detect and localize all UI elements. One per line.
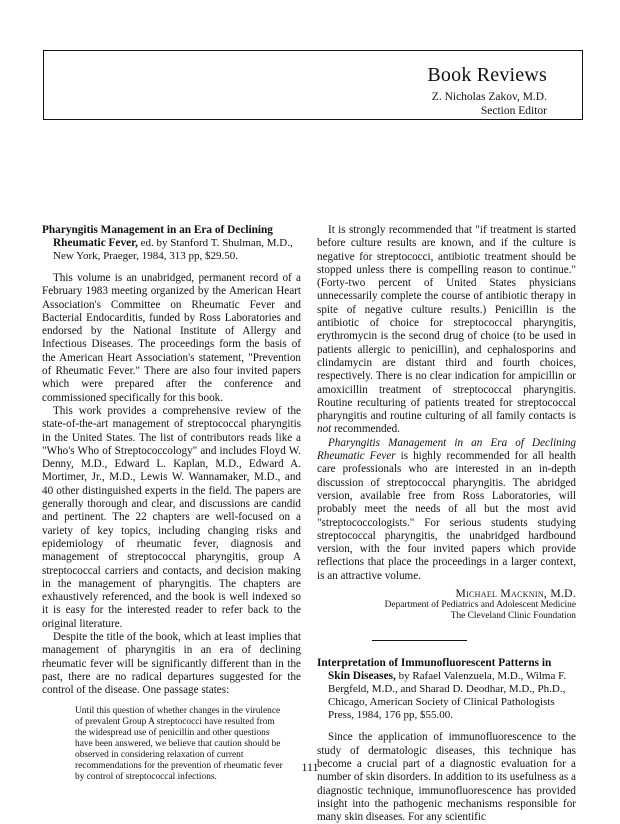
review1-paragraph-5: [317, 437, 576, 583]
review1-p4-text-a: It is strongly recommended that "if treatment is started before culture results are known, and if the culture is negative for streptococci, antibiotic treatment should be stopped unless there is compelling reason to continue." (Forty-two percent of United States physicians unnecessarily complete the course of antibiotic therapy in spite of negative culture results.) Penicillin is the antibiotic of choice for streptococcal pharyngitis, erythromycin is the second drug of choice (to be used in patients allergic to penicillin), and cephalosporins and clindamycin are distant third and fourth choices, respectively. There is no clear indication for ampicillin or amoxicillin treatment of streptococcal pharyngitis. Routine reculturing of patients treated for streptococcal pharyngitis and routine culturing of all family contacts is: [317, 224, 576, 423]
review2-heading: [317, 657, 576, 722]
editor-name: Z. Nicholas Zakov, M.D.: [431, 91, 547, 103]
review2-citation: by Rafael Valenzuela, M.D., Wilma F. Bergfeld, M.D., and Sharad D. Deodhar, M.D., Ph.D., Chicago, American Society of Clinical Pathologists Press, 1984, 176 pp, $55.00.: [328, 670, 567, 722]
review1-affiliation-2: The Cleveland Clinic Foundation: [450, 611, 576, 622]
right-column: [317, 224, 576, 824]
review2-paragraph-1: Since the application of immunofluorescence to the study of dermatologic diseases, this technique has become a crucial part of a diagnostic evaluation for a number of skin disorders. In addition to its usefulness as a diagnostic technique, immunofluorescence has provided insight into the pathogenic mechanisms responsible for many skin diseases. For any scientific: [317, 731, 576, 824]
review2-book-title: Interpretation of Immunofluorescent Patterns in Skin Diseases,: [317, 657, 552, 683]
review1-affiliation-1: Department of Pediatrics and Adolescent Medicine: [384, 600, 576, 611]
review1-paragraph-3: Despite the title of the book, which at least implies that management of pharyngitis in an era of declining rheumatic fever will be significantly different than in the past, there are no radical departures suggested for the control of the disease. One passage states:: [42, 631, 301, 697]
review1-p4-text-b: recommended.: [331, 423, 400, 436]
review1-paragraph-4: [317, 224, 576, 437]
editor-role: Section Editor: [480, 105, 547, 117]
page-number: 111: [301, 760, 319, 774]
left-column: [42, 224, 301, 783]
header-box: [43, 50, 583, 120]
review1-citation: ed. by Stanford T. Shulman, M.D., New York, Praeger, 1984, 313 pp, $29.50.: [53, 237, 293, 262]
review1-book-title: Pharyngitis Management in an Era of Declining Rheumatic Fever,: [42, 224, 273, 249]
review-divider: [372, 640, 467, 641]
review1-p5-text: is highly recommended for all health care professionals who are interested in an in-depth discussion of streptococcal pharyngitis. The abridged version, available free from Ross Laboratories, will probably meet the needs of all but the most avid "streptococcologists." For serious students studying streptococcal pharyngitis, the unabridged hardbound version, with the four invited papers which provide reflections that place the proceedings in a larger context, is an attractive volume.: [317, 450, 576, 582]
review1-reviewer: Michael Macknin, M.D.: [455, 587, 576, 601]
review1-p5-title: Pharyngitis Management in an Era of Declining Rheumatic Fever: [317, 436, 576, 463]
review1-paragraph-2: This work provides a comprehensive review of the state-of-the-art management of streptococcal pharyngitis in the United States. The list of contributors reads like a "Who's Who of Streptococcology" and includes Floyd W. Denny, M.D., Edward L. Kaplan, M.D., Edward A. Mortimer, Jr., M.D., Lewis W. Wannamaker, M.D., and 40 other distinguished experts in the field. The papers are generally thorough and clear, and discussions are candid and pertinent. The 22 chapters are well-focused on a variety of key topics, including changing risks and epidemiology of rheumatic fever, diagnosis and management of streptococcal pharyngitis, group A streptococcal carriers and contacts, and decision making in the management of pharyngitis. The chapters are exhaustively referenced, and the book is well indexed so it is easy for the interested reader to refer back to the original literature.: [42, 404, 301, 630]
review1-p4-emphasis: not: [317, 423, 332, 436]
review1-paragraph-1: This volume is an unabridged, permanent record of a February 1983 meeting organized by the American Heart Association's Committee on Rheumatic Fever and Bacterial Endocarditis, funded by Ross Laboratories and endorsed by the National Institute of Allergy and Infectious Diseases. The proceedings form the basis of the American Heart Association's statement, "Prevention of Rheumatic Fever." There are also four invited papers which were prepared after the conference and commissioned specifically for this book.: [42, 272, 301, 404]
review1-blockquote: Until this question of whether changes in the virulence of prevalent Group A streptococci have resulted from the widespread use of penicillin and other questions have been answered, we believe that caution should be observed in considering relaxation of current recommendations for the prevention of rheumatic fever by control of streptococcal infections.: [75, 705, 283, 783]
review1-heading: [42, 224, 301, 263]
section-title: Book Reviews: [427, 64, 547, 86]
